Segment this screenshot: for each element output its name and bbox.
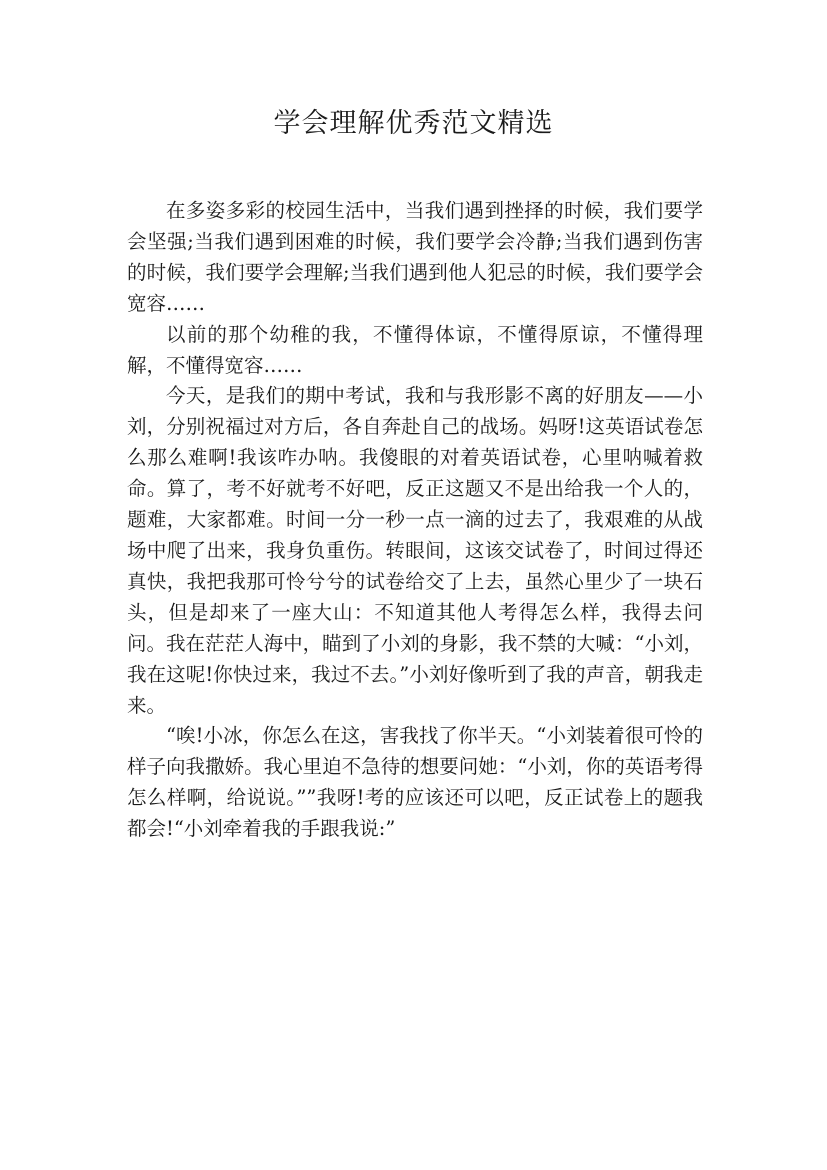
paragraph-1: 在多姿多彩的校园生活中，当我们遇到挫择的时候，我们要学会坚强;当我们遇到困难的时候，我们要学会冷静;当我们遇到伤害的时候，我们要学会理解;当我们遇到他人犯忌的时候，我们要学会宽容…… (127, 199, 703, 315)
document-title: 学会理解优秀范文精选 (273, 108, 554, 139)
paragraph-4: “唉!小冰，你怎么在这，害我找了你半天。“小刘装着很可怜的样子向我撒娇。我心里迫不急待的想要问她：“小刘，你的英语考得怎么样啊，给说说。””我呀!考的应该还可以吧，反正试卷上的题我都会!“小刘牵着我的手跟我说:” (127, 724, 703, 841)
paragraph-2: 以前的那个幼稚的我，不懂得体谅，不懂得原谅，不懂得理解，不懂得宽容…… (127, 322, 703, 377)
document-body (127, 196, 703, 845)
paragraph-3: 今天，是我们的期中考试，我和与我形影不离的好朋友——小刘，分别祝福过对方后，各自奔赴自己的战场。妈呀!这英语试卷怎么那么难啊!我该咋办呐。我傻眼的对着英语试卷，心里呐喊着救命。算了，考不好就考不好吧，反正这题又不是出给我一个人的，题难，大家都难。时间一分一秒一点一滴的过去了，我艰难的从战场中爬了出来，我身负重伤。转眼间，这该交试卷了，时间过得还真快，我把我那可怜兮兮的试卷给交了上去，虽然心里少了一块石头，但是却来了一座大山：不知道其他人考得怎么样，我得去问问。我在茫茫人海中，瞄到了小刘的身影，我不禁的大喊：“小刘，我在这呢!你快过来，我过不去。”小刘好像听到了我的声音，朝我走来。 (127, 384, 703, 717)
